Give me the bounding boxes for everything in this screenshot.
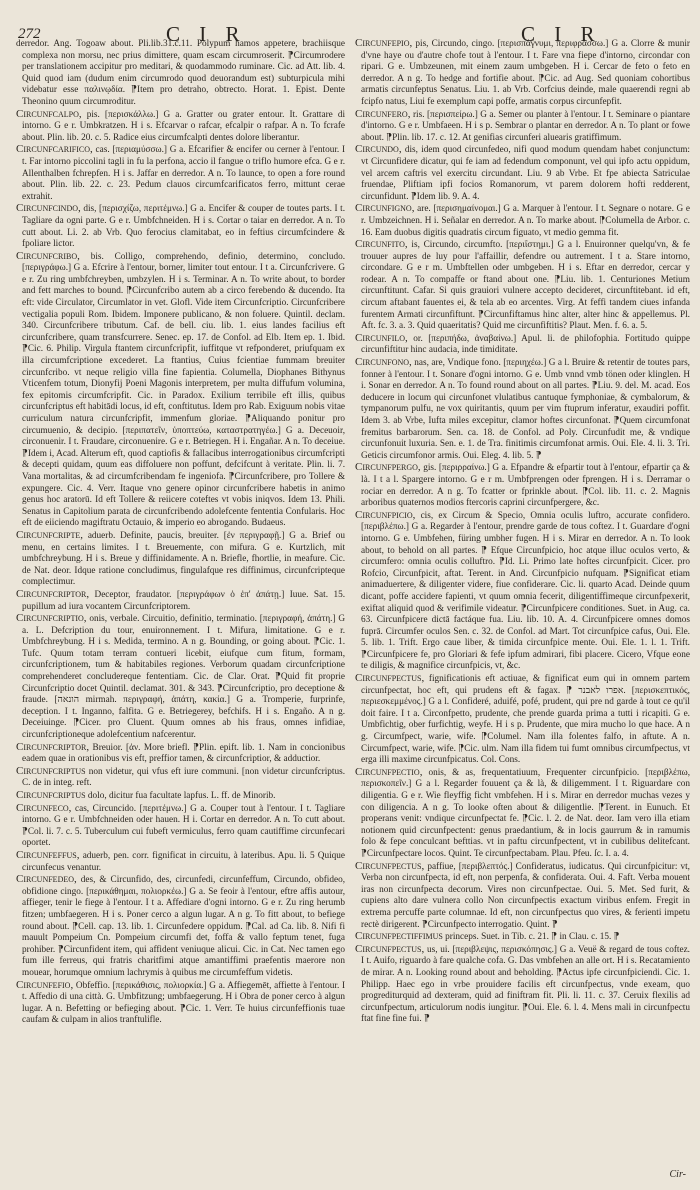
entry-text: gis. [περιρραίνω.] G a. Efpandre & efpartir tout à l'entour, efpartir ça & là. I t a l. Spargere intorno. G e r m. Umbfprengen oder fprengen. H i s. Derramar o rociar en derredor. A n g. To fcatter or fprinkle about. ⁋Col. lib. 11. c. 2. Magnis arboribus quaternos modios ftercoris caprini circunfpergere, &c. xyxy=(361,463,690,509)
dictionary-entry xyxy=(355,203,690,239)
dictionary-entry xyxy=(355,239,690,333)
dictionary-entry xyxy=(16,742,345,766)
entry-text: Breuior. [ἀν. More briefl. ⁋Plin. epift. lib. 1. Nam in concionibus eadem quae in orationibus vis eft, preffior tamen, & circunfcriptior, & adductior. xyxy=(22,742,346,765)
entry-headword: Circunfpectus, xyxy=(355,672,425,685)
dictionary-entry xyxy=(16,38,345,109)
dictionary-entry xyxy=(16,803,345,850)
dictionary-entry xyxy=(16,144,345,203)
entry-text: is, Circundo, circumfto. [περιΐστημι.] G a l. Enuironner quelqu'vn, & fe trouuer aupres de luy pour l'affaillir, defendre ou autrement. I t a. Stare intorno, circondare. G e r m. Umbftellen oder umbgeben. H i s. Eftar en derredor, cercar y rodear. A n. To compaffe or ftand about one. ⁋Liu. lib. 1. Centuriones Metium circunftitunt. Cafar. Si quis grauiori vulnere accepto decideret, circunftitebant. id eft, circum aftabant fauentes ei, & tela ab eo arcentes. Virg. At feffi tandem ciues infanda furentem Armati circunfiftunt. ⁋Circunfiftamus hinc alter, alter hinc & appellemus. Pl. Aft. fc. 3. a. 3. Quid quaeritatis? Quid me circunfiftitis? Plaut. Men. f. 6. a. 5. xyxy=(361,240,690,332)
dictionary-entry xyxy=(355,510,690,673)
entry-headword: Circunfeffus, xyxy=(16,848,80,861)
entry-text: princeps. Suet. in Tib. c. 21. ⁋ in Clau. c. 15. ⁋ xyxy=(445,932,620,943)
dictionary-entry xyxy=(16,109,345,145)
dictionary-entry xyxy=(355,38,690,109)
entry-headword: Circunfcindo, xyxy=(16,202,81,215)
dictionary-entry xyxy=(16,980,345,1027)
entry-headword: Circunfpectus, xyxy=(355,859,425,872)
entry-text: ris. [περισπείρω.] G a. Semer ou planter à l'entour. I t. Seminare o piantare d'intorno. G e r. Umbfaeen. H i s p. Sembrar o plantar en derredor. A n. To plant or fowe about. ⁋Plin. lib. 17. c. 12. At genifias circunferi aluearis gratiffimum. xyxy=(361,109,690,143)
entry-headword: Circunfeco, xyxy=(16,801,72,814)
entry-text: des, & Circunfido, des, circunfedi, circunfeffum, Circundo, obfideo, obfidione cingo. [περικάθημαι, πολιορκέω.] G a. Se feoir à l'entour, eftre affis autour, affieger, tenir le fiege à l'entour. I t a. Affediare d'ogni intorno. G e r. Zu ring herumb fitzen; umbfaegeren. H i s. Poner cerco a algun lugar. A n g. To fitt about, to befiege round about. ⁋Cell. cap. 13. lib. 1. Circunfedere oppidum. ⁋Cal. ad Ca. lib. 8. Nifi fi mauult Pompeium Cn. Pompeium circumfi det, foffa & vallo feptum tenet, fuga prohiber. ⁋Circunfident item, qui affident veniuque alicui. Cic. in Cat. Nec tamen ego fum ille ferreus, qui fratris charitfimi atque amantiffimi praefentis maerore non mouear, horumque omnium lachrymis à quibus me circumfeffum videtis. xyxy=(22,875,346,978)
entry-headword: Circunfpergo, xyxy=(355,461,421,474)
dictionary-entry xyxy=(355,944,690,1026)
entry-text: derredor. Ang. Togoaw about. Pli.lib.31.c.11. Polypum hamos appetere, brachiisque complexa non morsu, nec prius dimittere, quam escam circumroserit. ⁋Circumrodere per translationem accipitur pro meditari, & quodammodo ruminare. Cic. ad Att. lib. 4. Quid quod iam (dudum enim circumrodo quod deuorandum est) subturpicula mihi videbatur esse παλινῳδία. ⁋Item pro detraho, obtrecto. Horat. 1. Epist. Dente Theonino quum circumroditur. xyxy=(16,39,346,107)
dictionary-entry xyxy=(355,109,690,145)
entry-text: nas, are, Vndique fono. [περιηχέω.] G a l. Bruire & retentir de toutes pars, fonner à l'entour. I t. Sonare d'ogni intorno. G e. Umb vnnd vmb tönen oder klinglen. H i. Sonar en derredor. A n. To found round about on all partes. ⁋Liu. 9. del. M. acad. Eos deducere in locum qui circunfonet vlulatibus cantuque fymphoniae, & cymbalorum, & tympanorum pulfu, ne vox quiritantis, quum per vim ftuprum inferatur, exaudiri poffit. Idem 3. ab Vrbe, Iufta miles excepitur, clamor hoftes circunfonat. ⁋Quem circumfonat fremitus barbarorum. Sen. ca. 18. de Confol. ad Poly. Circunfudit me, & vndique circunfonuit luxuria. Sen. e. 1. de Tra. finitimis circumfonat armis. Oui. Ele. 4. li. 3. Tri. Geticis circumfonor armis. Oui. Eleg. 4. lib. 5. ⁋ xyxy=(361,358,690,461)
entry-headword: Circunfcribo, xyxy=(16,249,80,262)
dictionary-entry xyxy=(355,767,690,861)
dictionary-entry xyxy=(16,766,345,790)
entry-headword: Circunfcriptus xyxy=(16,789,86,801)
dictionary-entry xyxy=(355,357,690,462)
running-head-left: C I R xyxy=(166,22,247,46)
entry-text: are. [περισημαίνομαι.] G a. Marquer à l'entour. I t. Segnare o notare. G e r. Umbzeichnen. H i. Señalar en derredor. A n. To marke about. ⁋Columella de Arbor. c. 16. Eam duobus digitis quadratis circum figuato, vt medio gemma fit. xyxy=(361,204,690,238)
entry-headword: Circunfcriptio, xyxy=(16,612,87,625)
entry-headword: Circunfero, xyxy=(355,107,411,120)
dictionary-entry xyxy=(355,462,690,509)
entry-text: or. [περιπήδω, ἀναβαίνω.] Apul. li. de philofophia. Fortitudo quippe circunfiftitur hinc audacia, inde timiditate. xyxy=(361,333,690,356)
entry-text: Deceptor, fraudator. [περιγράφων ὁ ἐπ' ἀπάτῃ.] Iuue. Sat. 15. pupillum ad iura vocantem Circunfcriptorem. xyxy=(22,589,346,612)
dictionary-entry xyxy=(355,144,690,203)
entry-headword: Circunfono, xyxy=(355,356,412,369)
entry-headword: Circunfcripte, xyxy=(16,528,83,541)
entry-headword: Circunfedeo, xyxy=(16,873,77,886)
entry-text: dis, idem quod circunfedeo, nifi quod modum quendam habet conjunctum: vt Circunfidere dicatur, qui fe iam ad fedendum componunt, vel qui ipfo actu oppidum, vel arcem caftris vel exercitu circundant. Liu. 9 ab Vrbe. Et fpe abiecta Satriculae fruendae, Pliftiam ipfi focios Romanorum, vt parem dolorem hofti redderent, circunfidunt. ⁋Idem lib. 9. A. 4. xyxy=(361,145,690,202)
entry-headword: Circunfpicio, xyxy=(355,508,416,521)
page-number: 272 xyxy=(18,26,41,42)
right-column xyxy=(355,38,690,1178)
page-columns xyxy=(16,38,690,1178)
dictionary-entry xyxy=(16,251,345,530)
entry-headword: Circunfigno, xyxy=(355,202,415,215)
entry-headword: Circunfito, xyxy=(355,238,408,251)
entry-text: cas, Circuncido. [περιτέμνω.] G a. Couper tout à l'entour. I t. Tagliare intorno. G e r. Umbfchneiden oder hauen. H i. Cortar en derredor. A n. To cutt about. ⁋Col. li. 7. c. 5. Tuberculum cui fubeft vermiculus, ferro quam cautiffime circunfecari oportet. xyxy=(22,803,346,849)
entry-headword: Circunfpectio, xyxy=(355,765,423,778)
entry-headword: Circunfilo, xyxy=(355,331,408,344)
entry-headword: Circunfcriptor, xyxy=(16,740,90,753)
dictionary-entry xyxy=(355,333,690,357)
entry-text: onis, & as, frequentatiuum, Frequenter circunfpicio. [περιβλέπω, περισκοπεῖν.] G a l. Regarder fouuent ça & là, & diligemment. I t. Riguardare con diligentia. G e r. Wie fleyffig ficht vmbfehen. H i s. Mirar en derredor muchas vezes y con diligencia. A n g. To looke often about & diligentlie. ⁋Terent. in Eunuch. Et properans venit: vndique circunfpectat fe. ⁋Cic. l. 2. de Nat. deor. Iam vero illa etiam notionem quid circunfpectent: genus praedantium, & in locis gaurrum & in ramumis folo & fepe conculcant befttias. vt in paftu circunfpectent, vt in cubilibus delitefcant. ⁋Circunfpectare locos. Quint. Te circunfpectabam. Plau. Pfeu. ſc. I. a. 4. xyxy=(361,767,690,859)
dictionary-entry xyxy=(16,613,345,742)
left-column xyxy=(16,38,345,1178)
entry-headword: Circunfpectiffimus xyxy=(355,930,443,943)
entry-headword: Circunfcalpo, xyxy=(16,107,82,120)
entry-text: paffiue, [περιβλεπτός.] Confideratus, iudicatus. Qui circunfpicitur: vt, Verba non circunfpecta, id eft, non perpenfa, & confiderata. Oui. 4. Faft. Verba mouent iras non circunfpecta decorum. Vires non circunfpectae. Oui. 5. Met. Sed furit, & cupiens alto dare vulnera collo Non circunfpectis exactum viribus enfem. Fregit in extrema percuffe parte columnae. Id eft, non circunfpectus quo vires, & ferienti impetu rectè dirigerent. ⁋Circunfpecto interrogatio. Quint. ⁋ xyxy=(361,861,690,930)
entry-text: fignificationis eft actiuae, & fignificat eum qui in omnem partem circunfpectat, hoc eft, qui prudens eft & fagax. ⁋ אפרו לאבנר. [περισκεπτικός, περιεσκεμμένος.] G a l. Confideré, aduifé, pofé, prudent, qui pre nd garde à tout ce qu'il doit faire. I t a. Circonfpetto, prudente, che prende guarda prima a tutti i ricapiti. G e. Umbfichtig, ober furfichtig, weyfe. H i s p. Prudente, que mira mucho lo que hace. A n g. Circumfpect, warie, wife. ⁋Columel. Nam illa folentes falfo, in aftute. A n. Circumfpect, warie, wife. ⁋Cic. ulm. Nam illa fidem tui fumt omnibus circumfpectus, vt erga illi maxime circunfpicatus. Col. Cons. xyxy=(361,674,690,766)
entry-text: cas. [περιαμύσσω.] G a. Efcarifier & encifer ou cerner à l'entour. I t. Far intorno piccolini tagli in fu la perfona, accio il fangue o triflo humore efca. G e r. Allenthalben fchrepfen. H i s. Jaffar en derredor. A n. To launce, to open a fore round about. Plin. lib. 22. c. 23. Pedum clauos circumfcarificatos ferro, mittunt cerae extrahit. xyxy=(22,145,346,202)
entry-text: dis, [περισχίζω, περιτέμνω.] G a. Encifer & couper de toutes parts. I t. Tagliare da ogni parte. G e r. Umbfchneiden. H i s. Cortar o taiar en derredor. A n. To cutt about. Li. 2. ab Vrb. Quo ferocius clamitabat, eo in feftius circumfcindere & fpoliare lictor. xyxy=(22,204,346,250)
dictionary-entry xyxy=(16,874,345,979)
entry-headword: Circunfepio, xyxy=(355,38,413,49)
dictionary-entry xyxy=(355,861,690,932)
entry-text: aduerb. Definite, paucis, breuiter. [ἐν περιγραφῇ.] G a. Brief ou menu, en certains limites. I t. Breuemente, con mifura. G e. Kurtzlich, mit umbfchreybung. H i s. Breue y diffinidamente. A n. Briefle, fhortlie, in meafure. Cic. de Nat. deor. Idque ratione concludimus, fingulafque res diffinimus, circunfcripteque complectimur. xyxy=(22,530,346,588)
entry-text: dolo, dicitur fua facultate lapfus. L. ff. de Minorib. xyxy=(87,791,276,801)
entry-text: us, ui. [περιβλεψις, περισκόπησις.] G a. Veuë & regard de tous coftez. I t. Auifo, riguardo à fare qualche cofa. G. Das vmbfehen an alle ort. H i s. Recatamiento de mirar. A n. Looking round about and beholding. ⁋Actus ipfe circunfpiciendi. Cic. 1. Philipp. Haec ego in vrbe prouidere facilis eft circunfpectus, vnde exeam, quo progrediturquid ad dexteram, quid ad finiftram fit. Pli. li. 11. c. 37. Ceruix flexilis ad circunfpectum, articulorum nodis iungitur. ⁋Oui. Ele. 6. l. 4. Mens mali in circunfpectu ftat fine fine fui. ⁋ xyxy=(361,944,690,1025)
dictionary-entry xyxy=(16,589,345,613)
entry-text: non videtur, qui vfus eft iure communi. [non videtur circunfcriptus. C. de in integ. reft. xyxy=(22,766,346,789)
entry-text: pis. [περισκάλλω.] G a. Gratter ou grater entour. It. Grattare di intorno. G e r. Umbkratzen. H i s. Efcarvar o rafcar, efcalpir o rafpar. A n. To fcrafe about. Plin. lib. 20. c. 5. Radice eius circumfcalpti dentes dolore liberantur. xyxy=(22,109,346,143)
entry-text: Obfeffio. [περικάθισις, πολιορκία.] G a. Affiegemēt, affiette à l'entour. I t. Affedio di una città. G. Umbfitzung; umbfaegerung. H i Obra de poner cerco à algun lugar. A n. Befetting or befieging about. ⁋Cic. 1. Verr. Te huius circunfeffionis tuae caufam & culpam in alios tranftulifle. xyxy=(22,980,346,1026)
entry-headword: Circunfcriptor, xyxy=(16,587,90,600)
entry-text: aduerb, pen. corr. fignificat in circuitu, à lateribus. Apu. li. 5 Quique circunfecus venantur. xyxy=(22,850,346,873)
entry-text: bis. Colligo, comprehendo, definio, determino, concludo. [περιγράφω.] G a. Efcrire à l'entour, borner, limiter tout entour. I t a. Circunfcrivere. G e r. Zu ring umbfchreyben, umbzylen. H i s. Terminar. A n. To write about, to border and fett marches to bound. ⁋Circunfcribo autem ab a circo ferebendo & ducendo. Ita eft: vide Circulator, Circumlator in vet. Glofl. Vide item Circunfcriptio. Circunfcribere vectigalia populi Rom. Ibidem. Imponere publicano, & non foluere. Quintil. declam. 340. Circunfcribere tributum. Caf. de bell. ciu. lib. 1. eius landes facilius eft circunfcribere, quam transfcurrere. Senec. ep. 17. de Confol. ad Elb. Item ep. 1. Ibid. ⁋Cic. 6. Philip. Virgula ftantem circunfcripfit, iuffitque vt refponderet, priufquam ex illa circumfcriptione excederet. La ftantius, Cuius fcientiae fummam breuiter circunfcribo. vt neque religio villa fine fapientia. Columella, Diophanes Bithynus Vticenfem totum, Dionyfij Poeni Magonis interpretem, per multa diffufum volumina, fex epitomis circumfcripfit. Cic. in Paradox. Exilium terribile eft illis, quibus circunfcriptus eft habitādi locus, id eft, conftitutus. Idem pro Rab. Exiguum nobis vitae curriculum natura circunfcripfit, immenfum gloriae. ⁋Aliquando ponitur pro circumuenio, & decipio. [περιπατεῖν, ὑποπτεύω, καταστρατηγέω.] G a. Deceuoir, circonuenir. I t. Fraudare, circonuenire. G e r. Betriegen. H i. Engañar. A n. To deceiue. ⁋Idem i, Acad. Alterum eft, quod captiofis & fallacibus interrogationibus circumfcripti & decepti quidam, quum eas diffoluere non poffunt, defcifcunt à veritate. Plin. li. 7. Vana mortalitas, & ad circumfcribendam fe ingeniofa. ⁋Circunfcribere, pro Tollere & expungere. Cic. 4. Verr. Itaque vno genere opinor circunfcribere habetis in animo genus hoc aratorū. Id eft Tollere & reiicere coteftes vt vobis iniqvos. Idem 13. Phili. Senatus in Capitolium parata de circunfcribendo adolefcente fententia Confularis. Hoc eft de eiiciendo magiftratu Octauio, & imperio eo abrogando. Budaeus. xyxy=(22,251,346,529)
running-head-right: C I R xyxy=(521,22,602,46)
entry-text: onis, verbale. Circuitio, definitio, terminatio. [περιγραφή, ἀπάτη.] G a. L. Defcription du tour, enuironnement. I t. Mifura, limitatione. G e r. Umbfchreybung. H i s. Medida, termino. A n g. Bounding, or going about. ⁋Cic. 1. Tufc. Quum totam terram contueri licebit, eiufque cum fitum, formam, circunfcriptionem, tum & habitabiles regiones. Verborum quadam circunfcriptione comprehenderet concludereque fententiam. Cic. de Clar. Orat. ⁋Quid fit proprie Circunfcriptio docet Quintil. declamat. 301. & 343. ⁋Circunfcriptio, pro deceptione & fraude. [הונאה mirmah. περιγραφή, ἀπάτη, κακία.] G a. Tromperie, furprinfe, deception. I t. Inganno, falfita. G e. Betriegerey, befchifs. H i s. Engaño. A n g. Deceiuinge. ⁋Cicer. pro Cluent. Quum omnes ab his fraus, omnes infidiae, circunfcriptioneque adolefcentium nafcerentur. xyxy=(22,614,346,741)
entry-headword: Circunfpectus, xyxy=(355,942,425,955)
dictionary-entry xyxy=(16,203,345,250)
entry-text: cis, ex Circum & Specio, Omnia oculis luftro, accurate confidero. [περιβλέπω.] G a. Regarder à l'entour, prendre garde de tous coftez. I t. Guardare d'ogni intorno. G e. Umbfehen, füring umbher fugen. H i s. Mirar en derredor. A n. To look about, to behold on all partes. ⁋ Efque Circunfpicio, hoc atque illuc oculos verto, & circumfero: omnia oculis colluftro. ⁋Id. Li. Primo late hoftes circunfpicit. Cicer. pro Rofcio, Circunfpicit, aftat. Terent. in And. Circunfpicio nufquam. ⁋Significat etiam animaduertere, & diligenter videre, fiue confiderare. Cic. li. quarto Acad. Deinde quum dicant, poffe accidere fapienti, vt quum omnia fecerit, diligentiffimeque circunfpexerit, exiftat aliquid quod & verifimile videatur. ⁋Circunfpicere conditiones. Suet. in Aug. ca. 63. Circunfpicere dictā factáque fua. Liu. lib. 10. A. 4. Circunfpicere omnes domos fuprā. Circumfer oculos Sen. c. 32. de Confol. ad Mart. Tot circunfpice cafus, Oui. Ele. 5. lib. 1. Trift. Ergo caue liber, & timida circunfpice mente. Oui. Ele. 1. l. 1. Trift. ⁋Circunfpicere fe, pro Gloriari & fefe ipfum admirari, fibi placere. Cicero, Vfque eone te diligis, & magnifice circunfpicis, vt, &c. xyxy=(361,510,690,672)
catchword: Cir- xyxy=(669,1169,686,1180)
entry-headword: Circunfcarifico, xyxy=(16,143,93,156)
dictionary-entry xyxy=(16,850,345,874)
entry-headword: Circundo, xyxy=(355,143,402,156)
entry-text: pis, Circundo, cingo. [περισπάγνυμι, περιφράσσω.] G a. Clorre & munir d'vne haye ou d'autre chofe tout à l'entour. I t. Fare vna fiepe d'intorno, circondar con ripari. G e. Umbzeunen, mit einem zaum umbgeben. H i. Cercar de feto o feto en derredor. A n g. To hedge and fortifie about. ⁋Cic. ad Aug. Sed quoniam cohortibus armatis circunfeptus Senatus. Liu. 1. ab Vrb. Corfcius deinde, male quaerendi regni ab fcipfo natus, Liui fe exemplum capi poffe, armatis corpus circunfepfit. xyxy=(361,39,690,107)
dictionary-entry xyxy=(355,673,690,767)
entry-headword: Circunfcriptus xyxy=(16,764,86,777)
entry-headword: Circunfefio, xyxy=(16,978,74,991)
dictionary-entry xyxy=(16,530,345,589)
